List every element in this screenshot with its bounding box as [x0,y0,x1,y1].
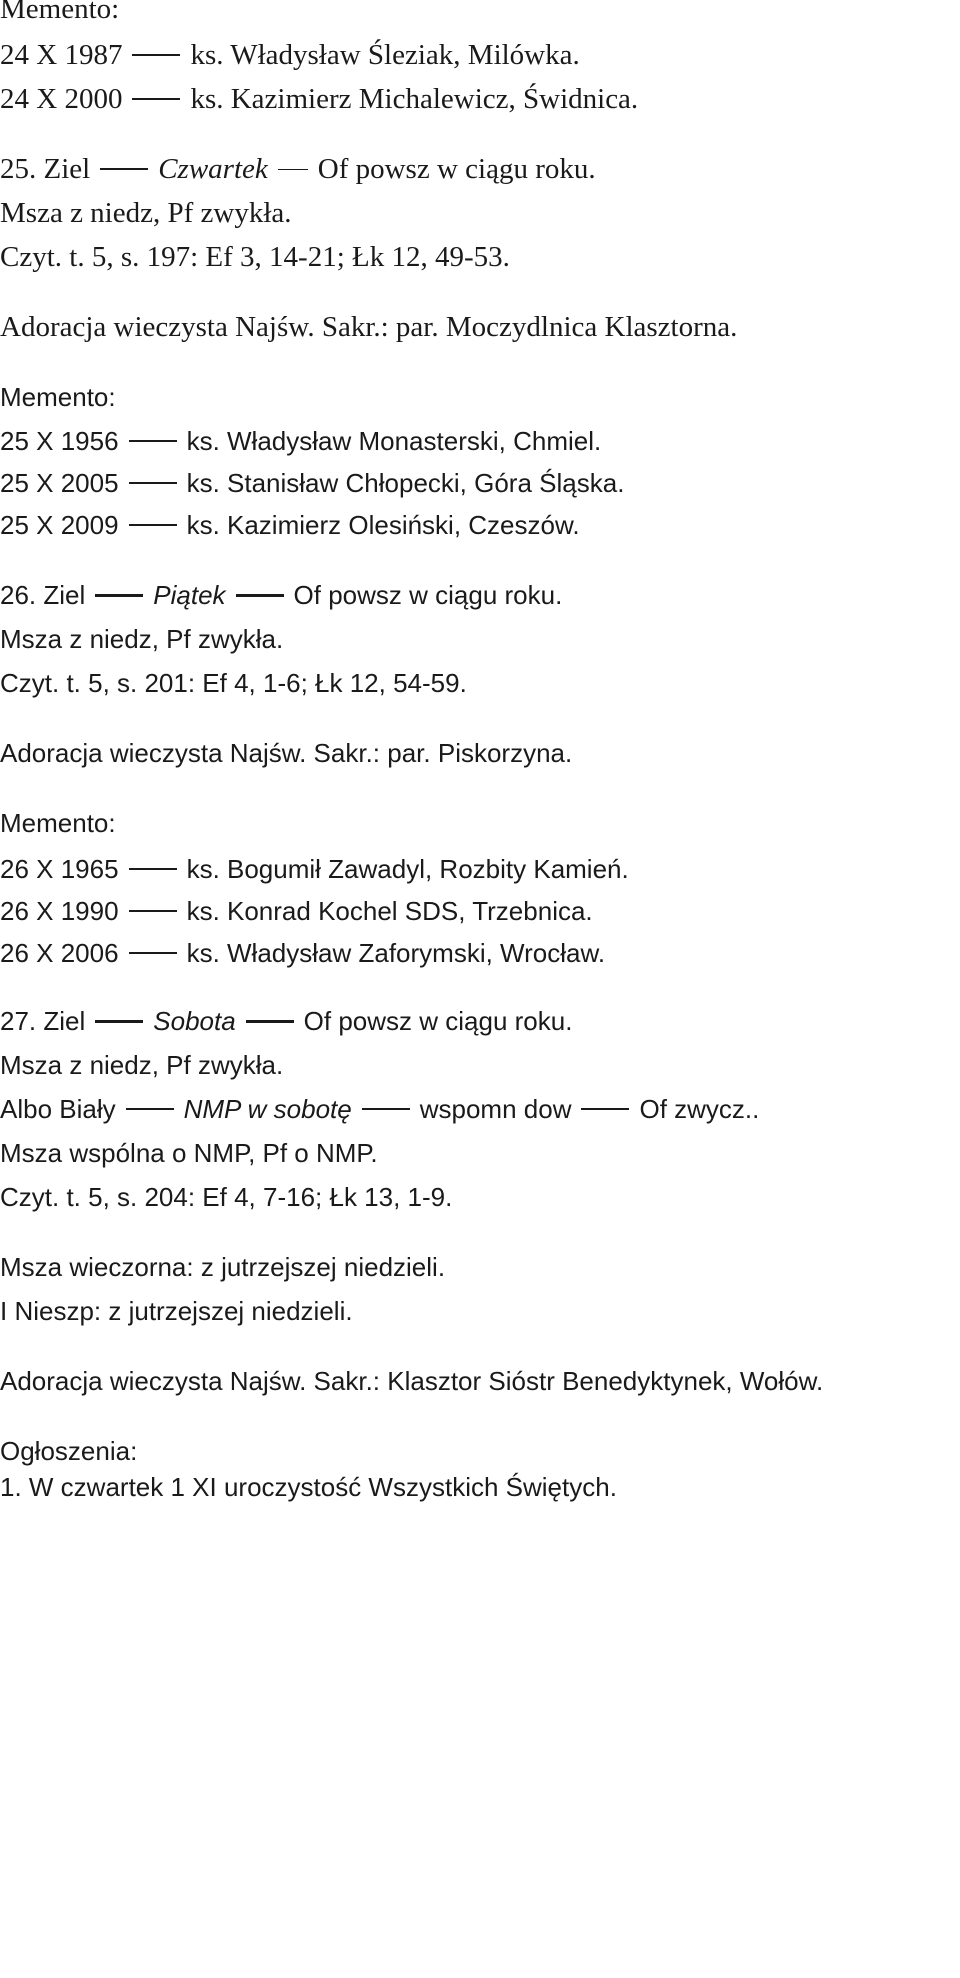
day-25-readings: Czyt. t. 5, s. 197: Ef 3, 14-21; Łk 12, 49-53. [0,241,510,273]
em-dash [100,168,148,170]
weekday: Piątek [153,580,226,610]
memento-text: ks. Kazimierz Michalewicz, Świdnica. [190,83,639,115]
em-dash [95,1020,143,1023]
em-dash [95,594,143,597]
alt-suffix: Of zwycz.. [639,1094,760,1124]
memento-date: 24 X 2000 [0,83,123,115]
day-title-suffix: Of powsz w ciągu roku. [293,580,563,610]
em-dash [129,910,177,912]
memento-date: 25 X 2005 [0,468,119,498]
memento-text: ks. Konrad Kochel SDS, Trzebnica. [186,896,593,926]
em-dash [129,952,177,954]
announcements-heading: Ogłoszenia: [0,1436,138,1466]
memento-text: ks. Władysław Śleziak, Milówka. [190,39,580,71]
memento-text: ks. Stanisław Chłopecki, Góra Śląska. [186,468,625,498]
day-title-prefix: 25. Ziel [0,153,91,185]
day-25-adoration: Adoracja wieczysta Najśw. Sakr.: par. Moczydlnica Klasztorna. [0,311,738,343]
em-dash [126,1108,174,1110]
day-title-suffix: Of powsz w ciągu roku. [317,153,596,185]
memento-date: 24 X 1987 [0,39,123,71]
day-27-vespers: I Nieszp: z jutrzejszej niedzieli. [0,1296,353,1326]
day-26-readings: Czyt. t. 5, s. 201: Ef 4, 1-6; Łk 12, 54-59. [0,668,467,698]
day-26-title [0,578,562,612]
day-27-evening-mass: Msza wieczorna: z jutrzejszej niedzieli. [0,1252,446,1282]
alt-prefix: Albo Biały [0,1094,116,1124]
memento-date: 25 X 2009 [0,510,119,540]
memento-heading: Memento: [0,0,120,25]
memento-entry [0,424,601,458]
em-dash [581,1108,629,1110]
em-dash [278,169,308,170]
memento-text: ks. Bogumił Zawadyl, Rozbity Kamień. [186,854,629,884]
memento-text: ks. Władysław Monasterski, Chmiel. [186,426,602,456]
announcement-item: 1. W czwartek 1 XI uroczystość Wszystkich Świętych. [0,1472,617,1502]
day-27-adoration: Adoracja wieczysta Najśw. Sakr.: Klasztor Sióstr Benedyktynek, Wołów. [0,1366,824,1396]
day-27-alternative [0,1092,759,1126]
memento-entry [0,936,605,970]
day-26-memento-heading: Memento: [0,808,116,838]
em-dash [129,868,177,870]
day-title-suffix: Of powsz w ciągu roku. [303,1006,573,1036]
em-dash [129,440,177,442]
memento-text: ks. Władysław Zaforymski, Wrocław. [186,938,606,968]
alt-mid: wspomn dow [419,1094,572,1124]
memento-date: 26 X 2006 [0,938,119,968]
em-dash [132,98,180,100]
memento-date: 26 X 1990 [0,896,119,926]
memento-date: 26 X 1965 [0,854,119,884]
day-27-alt-mass: Msza wspólna o NMP, Pf o NMP. [0,1138,378,1168]
memento-entry [0,852,629,886]
memento-entry [0,82,638,116]
day-26-mass: Msza z niedz, Pf zwykła. [0,624,284,654]
em-dash [246,1020,294,1023]
day-25-memento-heading: Memento: [0,382,116,412]
memento-entry [0,466,624,500]
weekday: Sobota [153,1006,236,1036]
day-26-adoration: Adoracja wieczysta Najśw. Sakr.: par. Piskorzyna. [0,738,573,768]
day-25-title [0,152,596,186]
alt-italic: NMP w sobotę [183,1094,352,1124]
day-27-title [0,1004,572,1038]
em-dash [129,524,177,526]
memento-date: 25 X 1956 [0,426,119,456]
em-dash [129,482,177,484]
em-dash [362,1108,410,1110]
memento-entry [0,894,593,928]
day-27-mass: Msza z niedz, Pf zwykła. [0,1050,284,1080]
day-title-prefix: 27. Ziel [0,1006,86,1036]
memento-entry [0,38,580,72]
day-25-mass: Msza z niedz, Pf zwykła. [0,197,292,229]
em-dash [236,594,284,597]
memento-text: ks. Kazimierz Olesiński, Czeszów. [186,510,580,540]
weekday: Czwartek [158,153,268,185]
day-title-prefix: 26. Ziel [0,580,86,610]
em-dash [132,54,180,56]
day-27-readings: Czyt. t. 5, s. 204: Ef 4, 7-16; Łk 13, 1-9. [0,1182,453,1212]
memento-entry [0,508,580,542]
